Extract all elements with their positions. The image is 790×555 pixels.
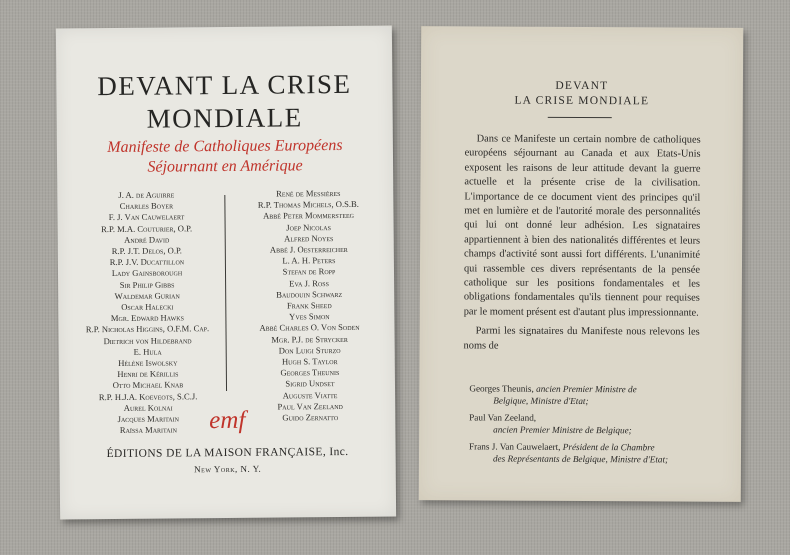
signatory-name: Jacques Maritain (117, 413, 179, 425)
signatory-name: Abbé Charles O. Von Soden (259, 322, 360, 334)
signatory-role: Belgique, Ministre d'Etat; (493, 395, 589, 406)
signatory-name: Paul Van Zeeland (277, 400, 343, 412)
cover-subtitle (57, 136, 393, 179)
signatory-name: Baudouin Schwarz (276, 288, 343, 300)
cover-title-line-2: MONDIALE (146, 102, 303, 134)
book-cover (56, 26, 396, 520)
signatory-name: Frank Sheed (286, 300, 332, 311)
signatory-name: Joep Nicolas (286, 221, 331, 233)
signatory-name: Georges Theunis (280, 367, 340, 378)
signatory-name: Otto Michael Knab (112, 379, 184, 391)
leaflet-body (464, 132, 701, 354)
signatory-name: Oscar Halecki (121, 301, 174, 312)
signatory-name: André David (124, 234, 170, 245)
signatory-name: E. Hula (133, 346, 162, 357)
signatory-name: R.P. Thomas Michels, O.S.B. (257, 199, 359, 210)
signatory-name: Guido Zernatto (282, 412, 339, 423)
signatory-role: des Représentants de Belgique, Ministre d'Etat; (492, 453, 669, 464)
leaflet-title-line-1: DEVANT (555, 79, 609, 93)
signatory-name: R.P. J.V. Ducattillon (109, 256, 185, 268)
cover-title-line-1: DEVANT LA CRISE (97, 68, 352, 102)
signatory-name: Paul Van Zeeland, (469, 412, 537, 423)
signatory-entry (463, 441, 713, 465)
signatory-name: Yves Simon (289, 311, 330, 322)
signatory-name: Hugh S. Taylor (281, 356, 338, 367)
signatory-name: Don Luigi Sturzo (278, 344, 341, 356)
signatory-name: Georges Theunis, (469, 383, 534, 394)
publisher-name: ÉDITIONS DE LA MAISON FRANÇAISE, Inc. (106, 445, 349, 461)
signatory-name: Hélène Iswolsky (118, 357, 178, 368)
signatory-name: Frans J. Van Cauwelaert, (469, 441, 561, 452)
signatory-name: Eva J. Ross (289, 277, 329, 289)
signatory-name: J. A. de Aguirre (118, 189, 175, 200)
signatory-name: Mgr. Edward Hawks (110, 312, 184, 324)
signatory-role: ancien Premier Ministre de Belgique; (493, 424, 632, 435)
signatory-entry (463, 383, 713, 407)
signatory-name: L. A. H. Peters (282, 255, 336, 266)
publisher-logo: emf (209, 406, 246, 435)
leaflet-title-line-2: LA CRISE MONDIALE (514, 94, 650, 108)
signatory-name: R.P. M.A. Couturier, O.P. (101, 222, 193, 234)
signatories-right-column (233, 188, 385, 425)
cover-title (56, 68, 393, 137)
signatory-name: Henri de Kérillis (117, 368, 179, 380)
signatory-role: ancien Premier Ministre de (536, 383, 637, 395)
signatory-role: Président de la Chambre (562, 441, 655, 453)
signatory-name: R.P. H.J.A. Koeveots, S.C.J. (98, 390, 198, 402)
cover-subtitle-line-2: Séjournant en Amérique (147, 157, 303, 176)
signatory-name: Sir Philip Gibbs (119, 279, 175, 290)
signatory-entry (463, 412, 713, 436)
signatory-list (463, 383, 713, 471)
signatory-name: Dietrich von Hildebrand (103, 334, 192, 346)
signatory-name: Mgr. P.J. de Strycker (271, 333, 348, 345)
signatory-name: Lady Gainsborough (111, 267, 183, 279)
signatories-left-column (71, 189, 223, 437)
signatory-name: Aurel Kolnai (123, 402, 173, 413)
signatory-name: Waldemar Gurian (114, 290, 180, 301)
title-rule (548, 117, 612, 118)
signatory-name: R.P. Nicholas Higgins, O.F.M. Cap. (85, 323, 210, 335)
cover-subtitle-line-1: Manifeste de Catholiques Européens (107, 136, 343, 157)
column-divider (224, 195, 227, 391)
signatory-name: F. J. Van Cauwelaert (108, 211, 185, 223)
signatory-name: René de Messières (276, 187, 341, 199)
leaflet-paragraph-1: Dans ce Manifeste un certain nombre de catholiques européens séjournant au Canada et aux Etats-Unis exposent les raisons de leur attitude devant la guerre actuelle et la présente crise de la civilisation. L'importance de ce document vient des principes qu'il met en lumière et de l'autorité morale des personnalités qui lui ont donné leur adhésion. Les signataires appartiennent à bien des nationalités différentes et leurs champs d'activité sont aussi fort différents. L'unanimité qui rassemble ces divers représentants de la pensée catholique sur les positions fondamentales et les obligations fondamentales qu'ils tiennent pour requises par le moment présent est d'autant plus impressionnante. (463, 133, 701, 319)
signatory-name: Raïssa Maritain (119, 424, 177, 436)
leaflet-title (421, 78, 743, 110)
signatory-name: Abbé Peter Mommersteeg (262, 210, 355, 222)
leaflet-page (419, 26, 743, 502)
publisher-city: New York, N. Y. (194, 463, 262, 475)
signatory-name: Charles Boyer (119, 200, 174, 212)
signatory-name: Auguste Viatte (282, 389, 338, 401)
signatory-name: Stefan de Ropp (282, 266, 336, 277)
signatory-name: Abbé J. Oesterreicher (269, 243, 348, 255)
signatory-name: Sigrid Undset (285, 378, 335, 389)
signatory-name: Alfred Noyes (284, 232, 334, 244)
signatory-name: R.P. J.T. Delos, O.P. (111, 245, 182, 257)
leaflet-paragraph-2: Parmi les signataires du Manifeste nous relevons les noms de (463, 325, 700, 352)
